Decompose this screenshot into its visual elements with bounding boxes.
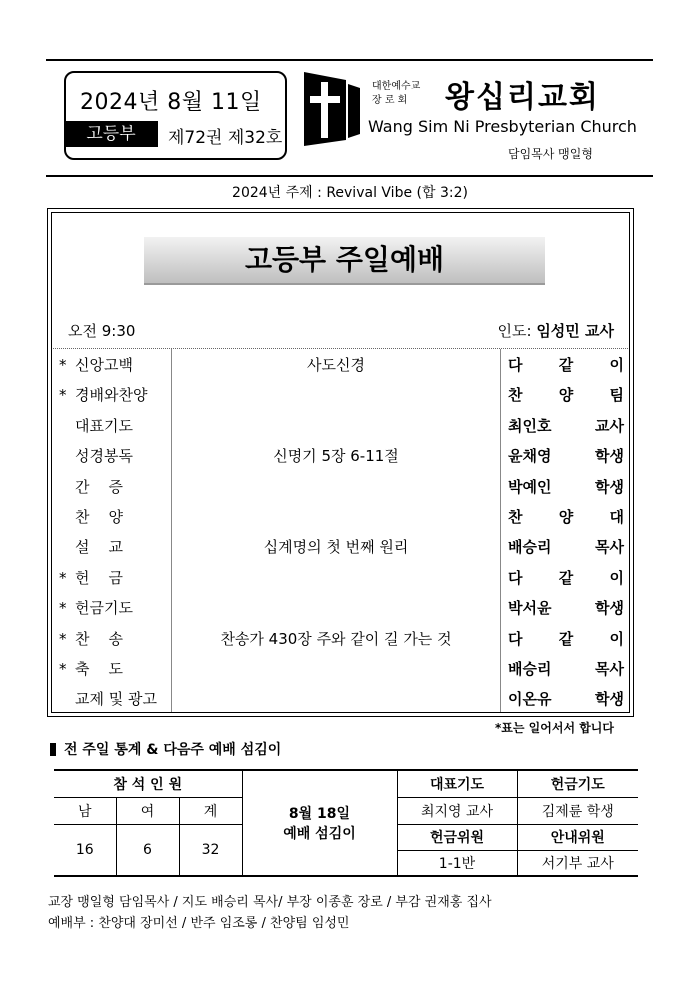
order-person: 배승리 목사 — [508, 538, 624, 557]
denomination-line1: 대한예수교 — [372, 81, 421, 92]
order-content: 찬송가 430장 주와 같이 길 가는 것 — [220, 629, 452, 648]
order-person: 다 같 이 — [508, 629, 624, 648]
order-row — [53, 350, 628, 380]
order-row — [53, 502, 628, 532]
bullet-square-icon — [50, 743, 56, 756]
order-content: 십계명의 첫 번째 원리 — [263, 538, 409, 557]
order-content: 신명기 5장 6-11절 — [273, 447, 399, 466]
staff-footer — [48, 892, 492, 934]
role-label: 대표기도 — [397, 770, 517, 797]
order-person: 박예인 학생 — [508, 477, 624, 496]
order-row — [53, 593, 628, 623]
order-row — [53, 380, 628, 410]
mid-rule — [46, 175, 653, 177]
role-label: 안내위원 — [517, 824, 638, 850]
order-row — [53, 532, 628, 562]
order-row — [53, 684, 628, 714]
order-item: 설 교 — [75, 538, 124, 557]
service-leader — [498, 320, 615, 341]
order-row — [53, 472, 628, 502]
order-row — [53, 624, 628, 654]
order-person: 박서윤 학생 — [508, 599, 624, 618]
male-count: 16 — [54, 824, 116, 876]
order-row — [53, 563, 628, 593]
standing-marker: * — [59, 356, 67, 374]
department-label: 고등부 — [64, 121, 158, 147]
footer-line2: 예배부 : 찬양대 장미선 / 반주 임조롱 / 찬양팀 임성민 — [48, 916, 350, 931]
next-week-label: 예배 섬김이 — [283, 826, 356, 842]
order-person: 다 같 이 — [508, 356, 624, 374]
order-item: 간 증 — [75, 477, 124, 496]
stats-section-title — [50, 739, 281, 759]
service-title: 고등부 주일예배 — [144, 237, 545, 285]
order-item: 찬 양 — [75, 508, 124, 526]
order-person: 다 같 이 — [508, 568, 624, 587]
order-person: 배승리 목사 — [508, 660, 624, 678]
denomination-line2: 장 로 회 — [372, 95, 408, 106]
order-row — [53, 441, 628, 471]
order-top-divider — [53, 348, 628, 349]
order-item: 축 도 — [75, 660, 124, 678]
order-item: 교제 및 광고 — [75, 690, 157, 709]
total-count: 32 — [179, 824, 242, 876]
footer-line1: 교장 맹일형 담임목사 / 지도 배승리 목사/ 부장 이종훈 장로 / 부감 권재홍 집사 — [48, 895, 492, 910]
order-person: 찬 양 대 — [508, 508, 624, 526]
service-time: 오전 9:30 — [68, 322, 136, 340]
top-rule — [46, 59, 653, 61]
female-label: 여 — [116, 797, 179, 824]
standing-marker: * — [59, 386, 67, 405]
order-row — [53, 654, 628, 684]
role-label: 헌금위원 — [397, 824, 517, 850]
order-content: 사도신경 — [307, 356, 365, 374]
church-cross-icon — [302, 70, 362, 148]
order-person: 이온유 학생 — [508, 690, 624, 709]
yearly-theme: 2024년 주제 : Revival Vibe (합 3:2) — [232, 185, 468, 201]
order-item: 대표기도 — [75, 416, 133, 435]
standing-note: *표는 일어서서 합니다 — [495, 721, 614, 735]
date-box — [64, 71, 287, 160]
order-item: 헌 금 — [75, 568, 124, 587]
order-item: 경배와찬양 — [75, 386, 148, 405]
standing-marker: * — [59, 660, 67, 678]
male-label: 남 — [54, 797, 116, 824]
volume-number: 제72권 제32호 — [168, 128, 283, 148]
next-week-date: 8월 18일 — [288, 806, 351, 822]
denomination — [372, 80, 420, 108]
next-week-cell — [242, 770, 397, 876]
stats-title-text: 전 주일 통계 & 다음주 예배 섬김이 — [64, 742, 282, 758]
role-value: 김제륜 학생 — [517, 797, 638, 824]
role-value: 최지영 교사 — [397, 797, 517, 824]
order-person: 윤채영 학생 — [508, 447, 624, 466]
role-label: 헌금기도 — [517, 770, 638, 797]
stats-table — [54, 769, 638, 877]
order-item: 헌금기도 — [75, 599, 133, 618]
leader-label: 인도: — [497, 322, 537, 340]
female-count: 6 — [116, 824, 179, 876]
order-row — [53, 411, 628, 441]
church-english-name: Wang Sim Ni Presbyterian Church — [368, 117, 637, 136]
order-item: 성경봉독 — [75, 447, 133, 466]
leader-name: 임성민 교사 — [536, 322, 614, 340]
role-value: 1-1반 — [397, 850, 517, 876]
standing-marker: * — [59, 629, 67, 648]
church-name: 왕십리교회 — [445, 80, 600, 115]
total-label: 계 — [179, 797, 242, 824]
bulletin-date: 2024년 8월 11일 — [80, 90, 262, 115]
order-person: 찬 양 팀 — [508, 386, 624, 405]
standing-marker: * — [59, 568, 67, 587]
senior-pastor: 담임목사 맹일형 — [508, 147, 593, 161]
standing-marker: * — [59, 599, 67, 618]
order-item: 신앙고백 — [75, 356, 133, 374]
role-value: 서기부 교사 — [517, 850, 638, 876]
order-person: 최인호 교사 — [508, 416, 624, 435]
order-item: 찬 송 — [75, 629, 124, 648]
attendance-header: 참 석 인 원 — [54, 770, 242, 797]
